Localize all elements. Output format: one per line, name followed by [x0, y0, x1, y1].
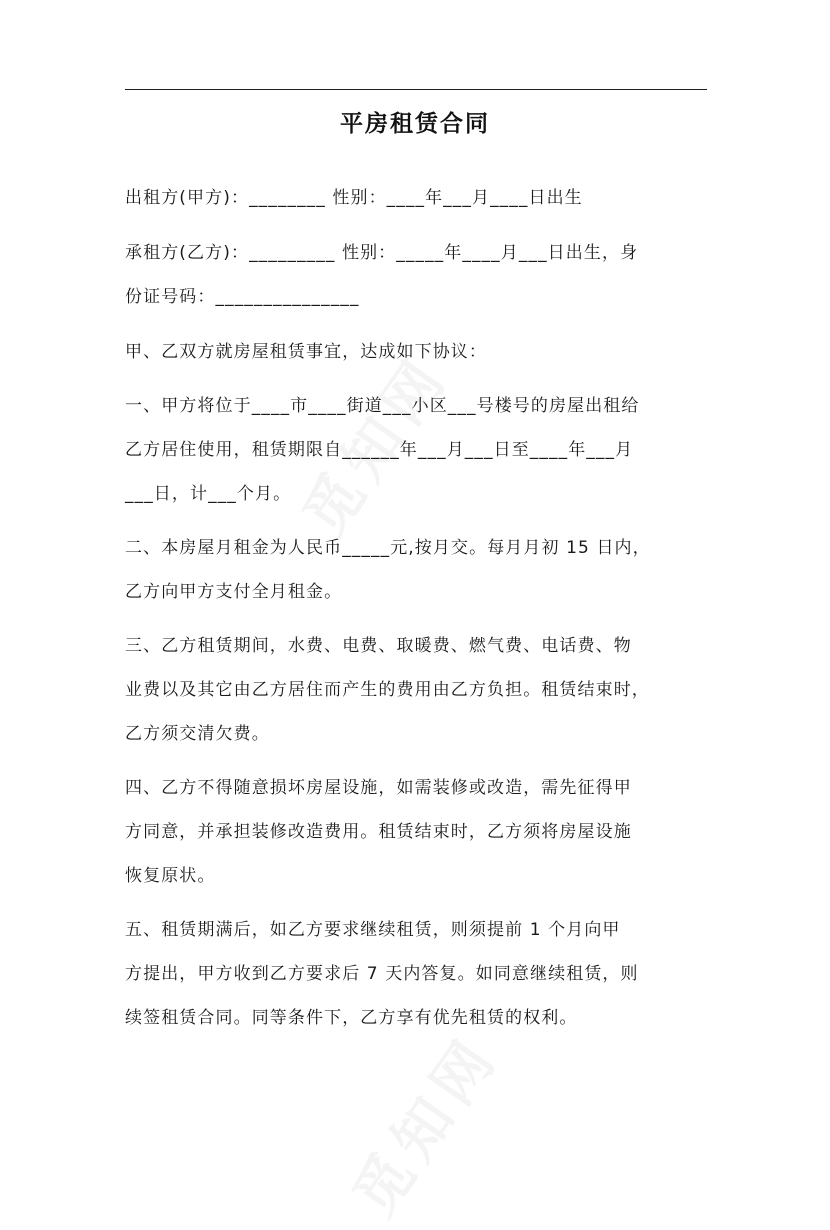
- clause-3-line-1: 三、乙方租赁期间，水费、电费、取暖费、燃气费、电话费、物: [125, 636, 632, 656]
- clause-4-line-3: 恢复原状。: [125, 866, 216, 886]
- clause-3-line-3: 乙方须交清欠费。: [125, 724, 270, 744]
- clause-1-line-2: 乙方居住使用，租赁期限自______年___月___日至____年___月: [125, 440, 634, 460]
- line-agreement-intro: 甲、乙双方就房屋租赁事宜，达成如下协议：: [125, 342, 487, 362]
- clause-3-line-2: 业费以及其它由乙方居住而产生的费用由乙方负担。租赁结束时，: [125, 680, 650, 700]
- clause-1-line-1: 一、甲方将位于____市____街道___小区___号楼号的房屋出租给: [125, 396, 640, 416]
- header-rule: [125, 89, 707, 90]
- clause-5-line-1: 五、租赁期满后，如乙方要求继续租赁，则须提前 1 个月向甲: [125, 920, 621, 940]
- clause-4-line-1: 四、乙方不得随意损坏房屋设施，如需装修或改造，需先征得甲: [125, 778, 632, 798]
- clause-2-line-1: 二、本房屋月租金为人民币_____元,按月交。每月月初 15 日内，: [125, 538, 651, 558]
- clause-1-line-3: ___日，计___个月。: [125, 484, 292, 504]
- clause-5-line-2: 方提出，甲方收到乙方要求后 7 天内答复。如同意继续租赁，则: [125, 964, 639, 984]
- clause-2-line-2: 乙方向甲方支付全月租金。: [125, 582, 343, 602]
- watermark-bottom: [329, 1014, 515, 1229]
- clause-4-line-2: 方同意，并承担装修改造费用。租赁结束时，乙方须将房屋设施: [125, 822, 632, 842]
- line-id-number: 份证号码：_______________: [125, 287, 360, 307]
- line-lessor: 出租方(甲方)：________ 性别：____年___月____日出生: [125, 188, 583, 208]
- clause-5-line-3: 续签租赁合同。同等条件下，乙方享有优先租赁的权利。: [125, 1008, 578, 1028]
- line-lessee: 承租方(乙方)：_________ 性别：_____年____月___日出生，身: [125, 243, 639, 263]
- document-title: 平房租赁合同: [340, 111, 490, 137]
